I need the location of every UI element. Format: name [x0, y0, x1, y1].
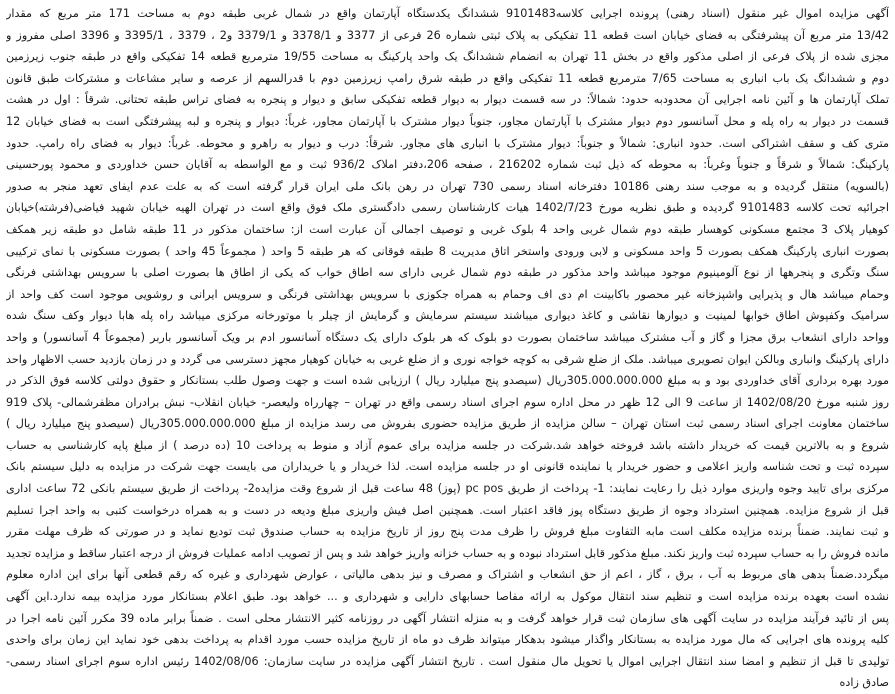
notice-line-5: تملک آپارتمان ها و آئین نامه اجرایی آن محدودبه حدود: شمالاً: در سه قسمت دیوار به دیوار قطعه تفکیکی سابق و دیوار و پنجره به فضای تراس طبقه تحتانی. شرقاً : اول در هشت [6, 93, 889, 107]
notice-line-9: (بالسویه) منتقل گردیده و به موجب سند رهنی 10186 دفترخانه اسناد رسمی 730 تهران در رهن بانک ملی ایران قرار گرفته است که به علت عدم ایفای تعهد منجر به صدور [6, 179, 889, 193]
notice-line-4: دوم و ششدانگ یک باب انباری به مساحت 7/65 مترمربع قطعه 11 تفکیکی واقع در طبقه شرق رامپ زیرزمین دوم با قدرالسهم از عرصه و سایر مشاعات و مشترکات طبق قانون [6, 71, 889, 85]
notice-line-12: بصورت انباری پارکینگ همکف بصورت 5 واحد مسکونی و لابی ورودی واستخر اتاق مدیریت 8 طبقه فوقانی که هر طبقه 5 واحد ( مجموعاً 45 واحد ) بصورت مسکونی با نمای ترکیبی [6, 244, 889, 258]
notice-line-20: ساختمان معاونت اجرای اسناد رسمی ثبت استان تهران – سالن مزایده از طریق مزایده حضوری بفروش می رسد مزایده از مبلغ 305.000.000.000ریال (سیصدو پنج میلیارد ریال ) [6, 417, 889, 431]
notice-line-25: و ثبت نمایند. ضمناً برنده مزایده مکلف است مابه التفاوت مبلغ فروش را ظرف مدت پنج روز از تاریخ مزایده به حساب صندوق ثبت تودیع نماید و در صورتی که ظرف مهلت مقرر [6, 525, 889, 539]
notice-line-27: میگردد.ضمناً بدهی های مربوط به آب ، برق ، گاز ، اعم از حق انشعاب و اشتراک و مصرف و نیز بدهی مالیاتی ، عوارض شهرداری و غیره که رقم قطعی آنها برای این اداره معلوم [6, 568, 889, 582]
notice-line-17: دارای پارکینگ وانباری وبالکن ایوان تصویری میباشد. ملک از ضلع شرقی به کوچه خواجه نوری و از ضلع غربی به خیابان کوهیار مجهز دسترسی می گردد و در زمان بازدید حسب الاظهار واحد [6, 352, 889, 366]
notice-signature: صادق زاده [839, 676, 889, 690]
notice-line-24: قبل از شروع مزایده. همچنین استرداد وجوه از طریق دستگاه پوز فاقد اعتبار است. همچنین اصل فیش واریزی مبلغ ودیعه در دست و به همراه درخواست کتبی به واحد اجرا تسلیم [6, 503, 889, 517]
notice-line-2: 13/42 متر مربع آن پیشرفتگی به فضای خیابان است قطعه 11 تفکیکی به پلاک ثبتی شماره 26 فرعی از 3377 و 3378/1 و 3379/1 و2 ، 3379 ، 3395/1 و 3396 اصلی مفروز و [6, 28, 889, 42]
notice-line-16: وواحد دارای انشعاب برق مجزا و گاز و آب مشترک میباشد ساختمان بصورت دو بلوک که هر بلوک دارای یک دستگاه آسانسور ادم بر ویک آسانسور باربر (مجموعاً 4 آسانسور) و واحد [6, 330, 889, 344]
notice-line-18: مورد بهره برداری آقای خداوردی بود و به مبلغ 305.000.000.000ریال (سیصدو پنج میلیارد ریال ) ارزیابی شده است و جهت وصول طلب بستانکار و حقوق دولتی کلاسه فوق الذکر در [6, 374, 889, 388]
notice-line-3: مجزی شده از پلاک فرعی از اصلی مذکور واقع در بخش 11 تهران به انضمام ششدانگ یک واحد پارکینگ به مساحت 19/55 مترمربع قطعه 14 تفکیکی واقع در طبقه جنوب زیرزمین [6, 50, 889, 64]
notice-line-21: شروع و به بالاترین قیمت که خریدار داشته باشد فروخته خواهد شد.شرکت در جلسه مزایده برای عموم آزاد و منوط به پرداخت 10 (ده درصد ) از مبلغ پایه کارشناسی به حساب [6, 438, 889, 452]
notice-line-14: وحمام میباشد هال و پذیرایی واشپزخانه غیر محصور باکابینت ام دی اف وحمام به همراه جکوزی با سرویس بهداشتی فرنگی و سرویس ایرانی و روشویی موجود است کف واحد از [6, 287, 889, 301]
notice-line-31: تولیدی تا قبل از تنظیم و امضا سند انتقال اجرایی اموال یا تحویل مال منقول است . تاریخ انتشار آگهی مزایده در سایت سازمان: 1402/08/06 رئیس اداره سوم اجرای اسناد رسمی- [6, 654, 889, 668]
notice-line-15: سرامیک وکفپوش اطاق خوابها لمینیت و دیوارها نقاشی و کاغذ دیواری میباشند سیستم سرمایش و گرمایش از چیلر با موتورخانه مرکزی میباشد راه پله هابا دیوار وکف سنگ شده [6, 309, 889, 323]
notice-line-30: کلیه پرونده های اجرایی که مال مورد مزایده به بستانکار واگذار میشود بدهکار میتواند ظرف دو ماه از تاریخ مزایده حسب مورد اقدام به پرداخت بدهی خود نماید این زمان برای واحدی [6, 633, 889, 647]
notice-line-26: مانده فروش را به حساب سپرده ثبت واریز نکند. مبلغ مذکور قابل استرداد نبوده و به حساب خزانه واریز خواهد شد و پس از تصویب ادامه عملیات فروش از درجه اعتبار ساقط و مزایده تجدید [6, 546, 889, 560]
notice-line-28: نشده است بعهده برنده مزایده است و تنظیم سند انتقال موکول به ارائه مفاصا حسابهای دارایی و شهرداری و ... خواهد بود. طبق اعلام بستانکار مورد مزایده بیمه ندارد.این آگهی [6, 590, 889, 604]
notice-line-6: قسمت در دیوار به راه پله و محل آسانسور دوم دیوار مشترک با آپارتمان مجاور، جنوباً دیوار مشترک با آپارتمان مجاور، غرباً: دیوار و پنجره و لبه پیشرفتگی است به فضای خیابان 12 [6, 114, 889, 128]
notice-line-29: پس از تائید فرآیند مزایده در سایت آگهی های سازمان ثبت قرار خواهد گرفت و به منزله انتشار آگهی در روزنامه کثیر الانتشار محلی است . ضمناً برابر ماده 39 مکرر آئین نامه اجرا در [6, 611, 889, 625]
notice-line-7: متری کف و سقف اشتراکی است. حدود انباری: شمالاً و جنوباً: دیوار مشترک با انباری های مجاور. شرقاً: درب و دیوار به راهرو و محوطه. غرباً: دیوار به فضای راه رامپ. حدود [6, 136, 889, 150]
notice-line-1: آگهی مزایده اموال غیر منقول (اسناد رهنی) پرونده اجرایی کلاسه9101483 ششدانگ یکدستگاه آپارتمان واقع در شمال غربی طبقه دوم به مساحت 171 متر مربع که مقدار [6, 7, 889, 20]
notice-line-8: پارکینگ: شمالاً و شرقاً و جنوباً وغرباً: به محوطه که ذیل ثبت شماره 216202 ، صفحه 206،دفتر املاک 936/2 ثبت و مع الواسطه به آقایان حسن خداوردی و محمود پورحسینی [6, 158, 889, 172]
notice-line-10: اجرائیه تحت کلاسه 9101483 گردیده و طبق نظریه مورخ 1402/7/23 هیات کارشناسان رسمی دادگستری ملک فوق واقع است در تهران الهیه خیابان شهید فیاضی(فرشته)خیابان [6, 201, 889, 215]
notice-line-19: روز شنبه مورخ 1402/08/20 از ساعت 9 الی 12 ظهر در محل اداره سوم اجرای اسناد رسمی واقع در تهران – چهارراه ولیعصر- خیابان انقلاب- نبش برادران مظفرشمالی- پلاک 919 [6, 395, 889, 409]
notice-line-11: کوهیار پلاک 3 مجتمع مسکونی کوهسار طبقه دوم شمال غربی واحد 4 بلوک غربی و توصیف اجمالی آن عبارت است از: ساختمان مذکور در 11 طبقه شامل دو طبقه زیر همکف [6, 222, 889, 236]
notice-line-23: مرکزی برای تایید وجوه واریزی موارد ذیل را رعایت نمایند: 1- پرداخت از طریق pc pos (پوز) 48 ساعت قبل از شروع وقت مزایده2- پرداخت از طریق سیستم بانکی 72 ساعت اداری [6, 482, 889, 496]
notice-line-22: سپرده ثبت و تحت شناسه واریز اعلامی و حضور خریدار یا نماینده قانونی او در جلسه مزایده است. لذا خریدار و یا خریداران می بایست جهت شرکت در مزایده به دلیل سیستم بانک [6, 460, 889, 474]
notice-line-13: سنگ وتگری و پنجرهها از نوع آلومینیوم موجود میباشد واحد مذکور در طبقه دوم شمال غربی دارای سه اطاق خواب که یکی از اطاق ها بصورت اصلی با سرویس بهداشتی فرنگی [6, 266, 889, 280]
